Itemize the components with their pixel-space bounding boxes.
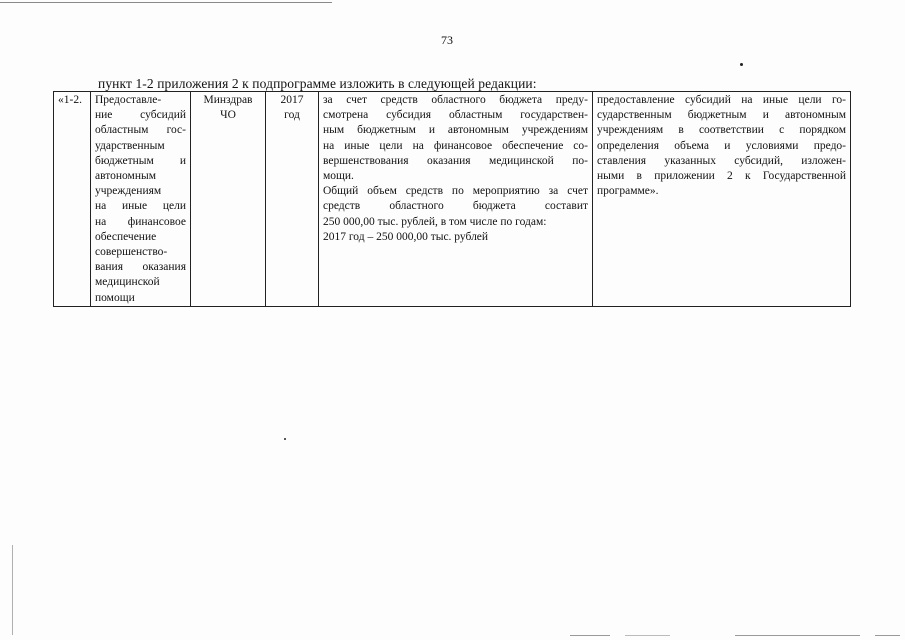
text-line: 250 000,00 тыс. рублей, в том числе по годам: [323, 215, 547, 228]
scan-artifact-line [735, 635, 860, 636]
text-line: 2017 год – 250 000,00 тыс. рублей [323, 230, 489, 243]
text-line: медицинской [95, 276, 160, 289]
text-line: 2017 [280, 94, 304, 106]
text-line: на иные цели на финансовое обеспечение со- [323, 139, 588, 152]
text-line: совершенство- [95, 246, 168, 259]
scan-speck [740, 63, 743, 66]
text-line: вания оказания [95, 261, 186, 274]
cell-year [266, 92, 319, 307]
text-line: на финансовое [95, 215, 186, 228]
text-line: учреждениям в соответствии с порядком [597, 124, 846, 137]
text-line: за счет средств областного бюджета преду- [323, 94, 588, 106]
text-line: мощи. [323, 170, 354, 183]
text-line: год [284, 109, 300, 122]
text-line: ние субсидий [95, 109, 186, 122]
table-row [54, 92, 851, 307]
text-line: учреждениям [95, 185, 162, 198]
text-line: областным гос- [95, 124, 186, 137]
text-line: автономным [95, 170, 156, 183]
cell-measure-name [91, 92, 191, 307]
text-line: Предоставле- [95, 94, 162, 106]
page-number: 73 [441, 33, 453, 47]
scan-artifact-line [875, 635, 900, 636]
text-line: бюджетным и [95, 154, 186, 167]
text-line: смотрена субсидия областным государствен- [323, 109, 588, 122]
text-line: обеспечение [95, 230, 157, 243]
text-line: ставления указанных субсидий, изложен- [597, 154, 846, 167]
text-line: программе». [597, 185, 659, 198]
text-line: вершенствования оказания медицинской по- [323, 154, 588, 167]
scan-artifact-line [0, 2, 332, 3]
intro-text: пункт 1-2 приложения 2 к подпрограмме изложить в следующей редакции: [98, 76, 537, 91]
text-line: сударственным бюджетным и автономным [597, 109, 846, 122]
text-line: ударственным [95, 139, 165, 152]
cell-executor: Минздрав ЧО [191, 92, 266, 307]
text-line: на иные цели [95, 200, 186, 213]
text-line: ным бюджетным и автономным учреждениям [323, 124, 588, 137]
text-line: ными в приложении 2 к Государственной [597, 170, 846, 183]
cell-expected-result [593, 92, 851, 307]
text-line: Общий объем средств по мероприятию за счет [323, 185, 588, 198]
scan-speck [284, 438, 286, 440]
cell-item-number: «1-2. [54, 92, 91, 307]
scan-artifact-line [12, 545, 13, 635]
measures-table [53, 91, 851, 307]
text-line: помощи [95, 291, 135, 304]
cell-funding-source [319, 92, 593, 307]
text-line: определения объема и условиями предо- [597, 139, 846, 152]
text-line: предоставление субсидий на иные цели го- [597, 94, 846, 106]
text-line: средств областного бюджета составит [323, 200, 588, 213]
scan-artifact-line [570, 635, 610, 636]
scan-artifact-line [625, 635, 670, 636]
